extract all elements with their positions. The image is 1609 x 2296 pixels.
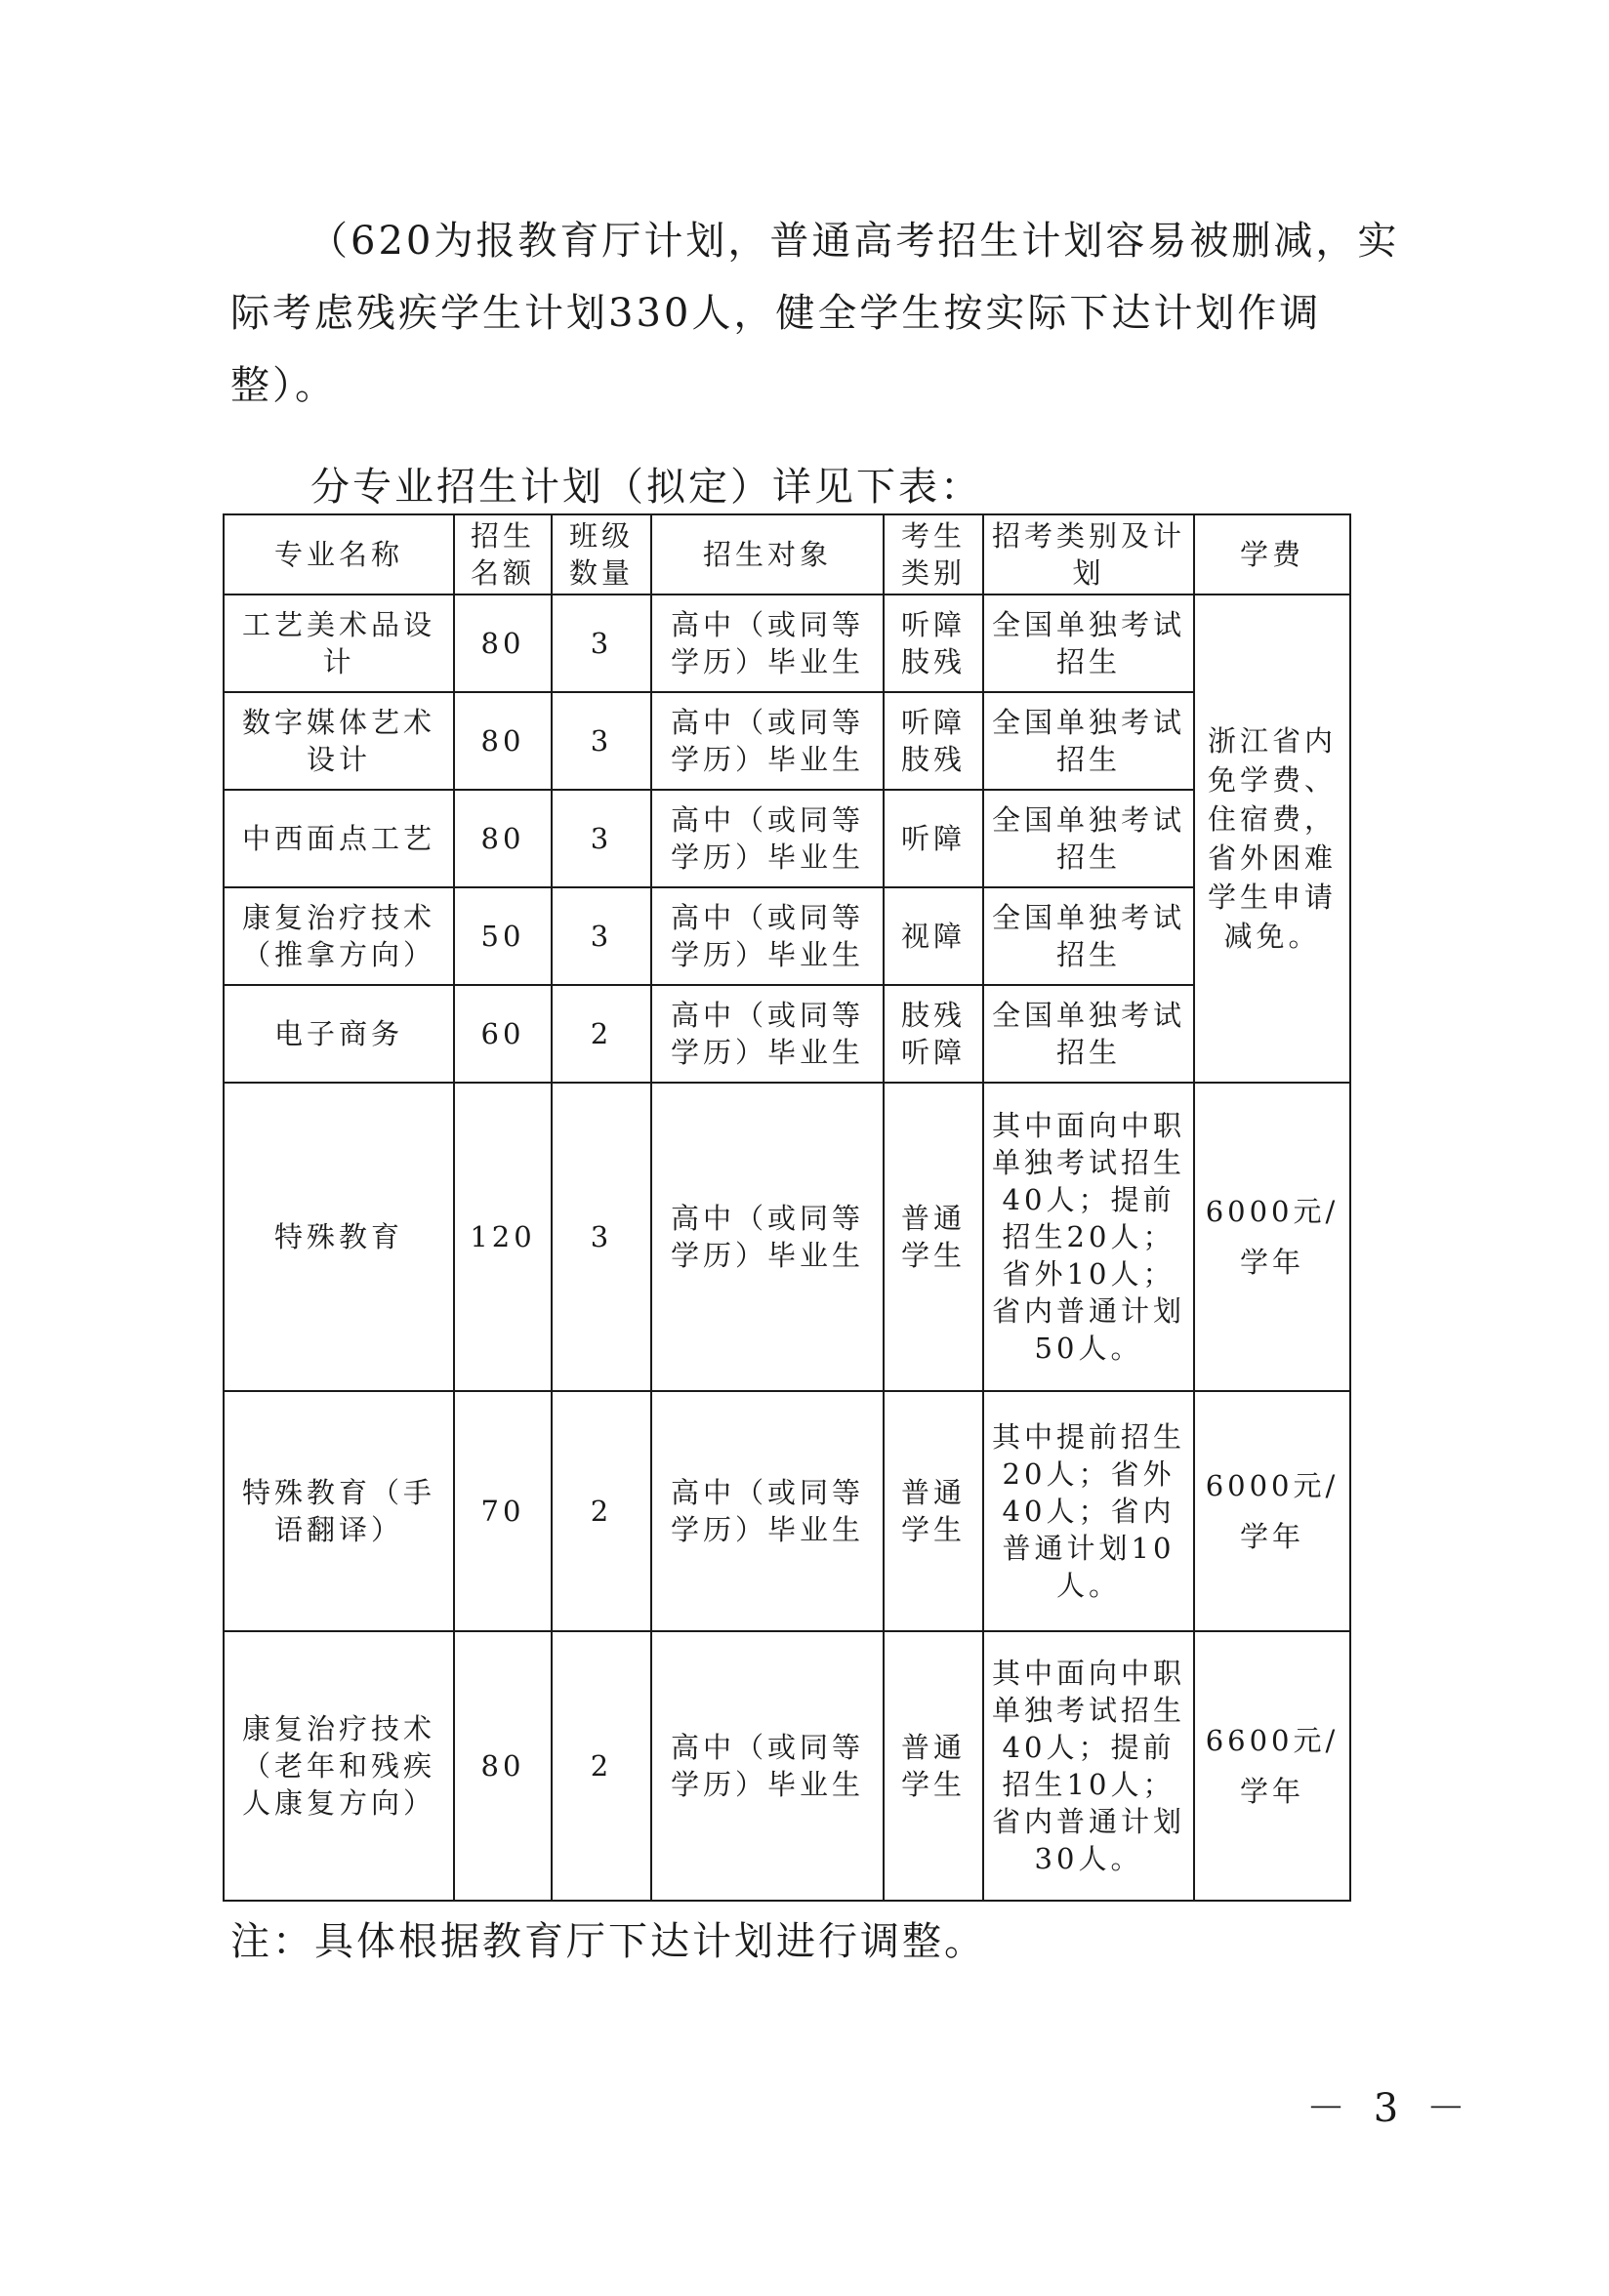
table-row xyxy=(224,1631,1350,1901)
cell-exam-plan: 其中面向中职单独考试招生40人；提前招生20人；省外10人；省内普通计划50人。 xyxy=(983,1083,1194,1391)
cell-major-name: 康复治疗技术（老年和残疾人康复方向） xyxy=(224,1631,454,1901)
cell-target: 高中（或同等学历）毕业生 xyxy=(651,790,884,887)
cell-target: 高中（或同等学历）毕业生 xyxy=(651,1083,884,1391)
table-row xyxy=(224,790,1350,887)
cell-quota: 70 xyxy=(454,1391,552,1631)
cell-exam-plan: 全国单独考试招生 xyxy=(983,594,1194,692)
cell-major-name: 特殊教育（手语翻译） xyxy=(224,1391,454,1631)
cell-target: 高中（或同等学历）毕业生 xyxy=(651,1391,884,1631)
header-target: 招生对象 xyxy=(651,514,884,594)
cell-target: 高中（或同等学历）毕业生 xyxy=(651,594,884,692)
header-student-category: 考生类别 xyxy=(884,514,983,594)
cell-student-category: 普通学生 xyxy=(884,1391,983,1631)
cell-exam-plan: 全国单独考试招生 xyxy=(983,887,1194,985)
cell-student-category: 普通学生 xyxy=(884,1083,983,1391)
cell-tuition: 6600元/学年 xyxy=(1194,1631,1350,1901)
table-caption: 分专业招生计划（拟定）详见下表： xyxy=(310,465,982,510)
table-row xyxy=(224,1083,1350,1391)
page-number: － 3 － xyxy=(1306,2086,1473,2131)
cell-class-count: 3 xyxy=(552,790,651,887)
cell-class-count: 3 xyxy=(552,692,651,790)
cell-class-count: 2 xyxy=(552,1631,651,1901)
cell-exam-plan: 其中提前招生20人；省外40人；省内普通计划10人。 xyxy=(983,1391,1194,1631)
cell-tuition: 6000元/学年 xyxy=(1194,1391,1350,1631)
cell-student-category: 视障 xyxy=(884,887,983,985)
table-header-row xyxy=(224,514,1350,594)
cell-student-category: 肢残听障 xyxy=(884,985,983,1083)
cell-class-count: 2 xyxy=(552,1391,651,1631)
cell-tuition: 6000元/学年 xyxy=(1194,1083,1350,1391)
header-class-count: 班级数量 xyxy=(552,514,651,594)
cell-class-count: 2 xyxy=(552,985,651,1083)
table-row xyxy=(224,692,1350,790)
cell-major-name: 康复治疗技术（推拿方向） xyxy=(224,887,454,985)
cell-target: 高中（或同等学历）毕业生 xyxy=(651,985,884,1083)
header-quota: 招生名额 xyxy=(454,514,552,594)
cell-class-count: 3 xyxy=(552,1083,651,1391)
cell-major-name: 数字媒体艺术设计 xyxy=(224,692,454,790)
cell-shared-tuition-note: 浙江省内免学费、住宿费，省外困难学生申请减免。 xyxy=(1194,594,1350,1083)
cell-class-count: 3 xyxy=(552,887,651,985)
cell-class-count: 3 xyxy=(552,594,651,692)
cell-target: 高中（或同等学历）毕业生 xyxy=(651,692,884,790)
cell-quota: 80 xyxy=(454,790,552,887)
table-row xyxy=(224,887,1350,985)
footnote: 注：具体根据教育厅下达计划进行调整。 xyxy=(230,1919,986,1964)
enrollment-plan-table xyxy=(223,513,1351,1902)
intro-paragraph: （620为报教育厅计划，普通高考招生计划容易被删减，实际考虑残疾学生计划330人，健全学生按实际下达计划作调整）。 xyxy=(230,219,1400,408)
cell-quota: 120 xyxy=(454,1083,552,1391)
table-row xyxy=(224,985,1350,1083)
cell-target: 高中（或同等学历）毕业生 xyxy=(651,887,884,985)
header-tuition: 学费 xyxy=(1194,514,1350,594)
cell-quota: 80 xyxy=(454,594,552,692)
cell-exam-plan: 全国单独考试招生 xyxy=(983,985,1194,1083)
cell-major-name: 中西面点工艺 xyxy=(224,790,454,887)
cell-major-name: 特殊教育 xyxy=(224,1083,454,1391)
cell-exam-plan: 其中面向中职单独考试招生40人；提前招生10人；省内普通计划30人。 xyxy=(983,1631,1194,1901)
cell-student-category: 听障肢残 xyxy=(884,692,983,790)
cell-quota: 80 xyxy=(454,1631,552,1901)
cell-major-name: 工艺美术品设计 xyxy=(224,594,454,692)
header-exam-plan: 招考类别及计划 xyxy=(983,514,1194,594)
table-row xyxy=(224,1391,1350,1631)
cell-target: 高中（或同等学历）毕业生 xyxy=(651,1631,884,1901)
header-major-name: 专业名称 xyxy=(224,514,454,594)
cell-major-name: 电子商务 xyxy=(224,985,454,1083)
cell-quota: 50 xyxy=(454,887,552,985)
cell-student-category: 普通学生 xyxy=(884,1631,983,1901)
cell-exam-plan: 全国单独考试招生 xyxy=(983,790,1194,887)
cell-exam-plan: 全国单独考试招生 xyxy=(983,692,1194,790)
cell-student-category: 听障 xyxy=(884,790,983,887)
cell-quota: 80 xyxy=(454,692,552,790)
cell-quota: 60 xyxy=(454,985,552,1083)
table-row xyxy=(224,594,1350,692)
cell-student-category: 听障肢残 xyxy=(884,594,983,692)
